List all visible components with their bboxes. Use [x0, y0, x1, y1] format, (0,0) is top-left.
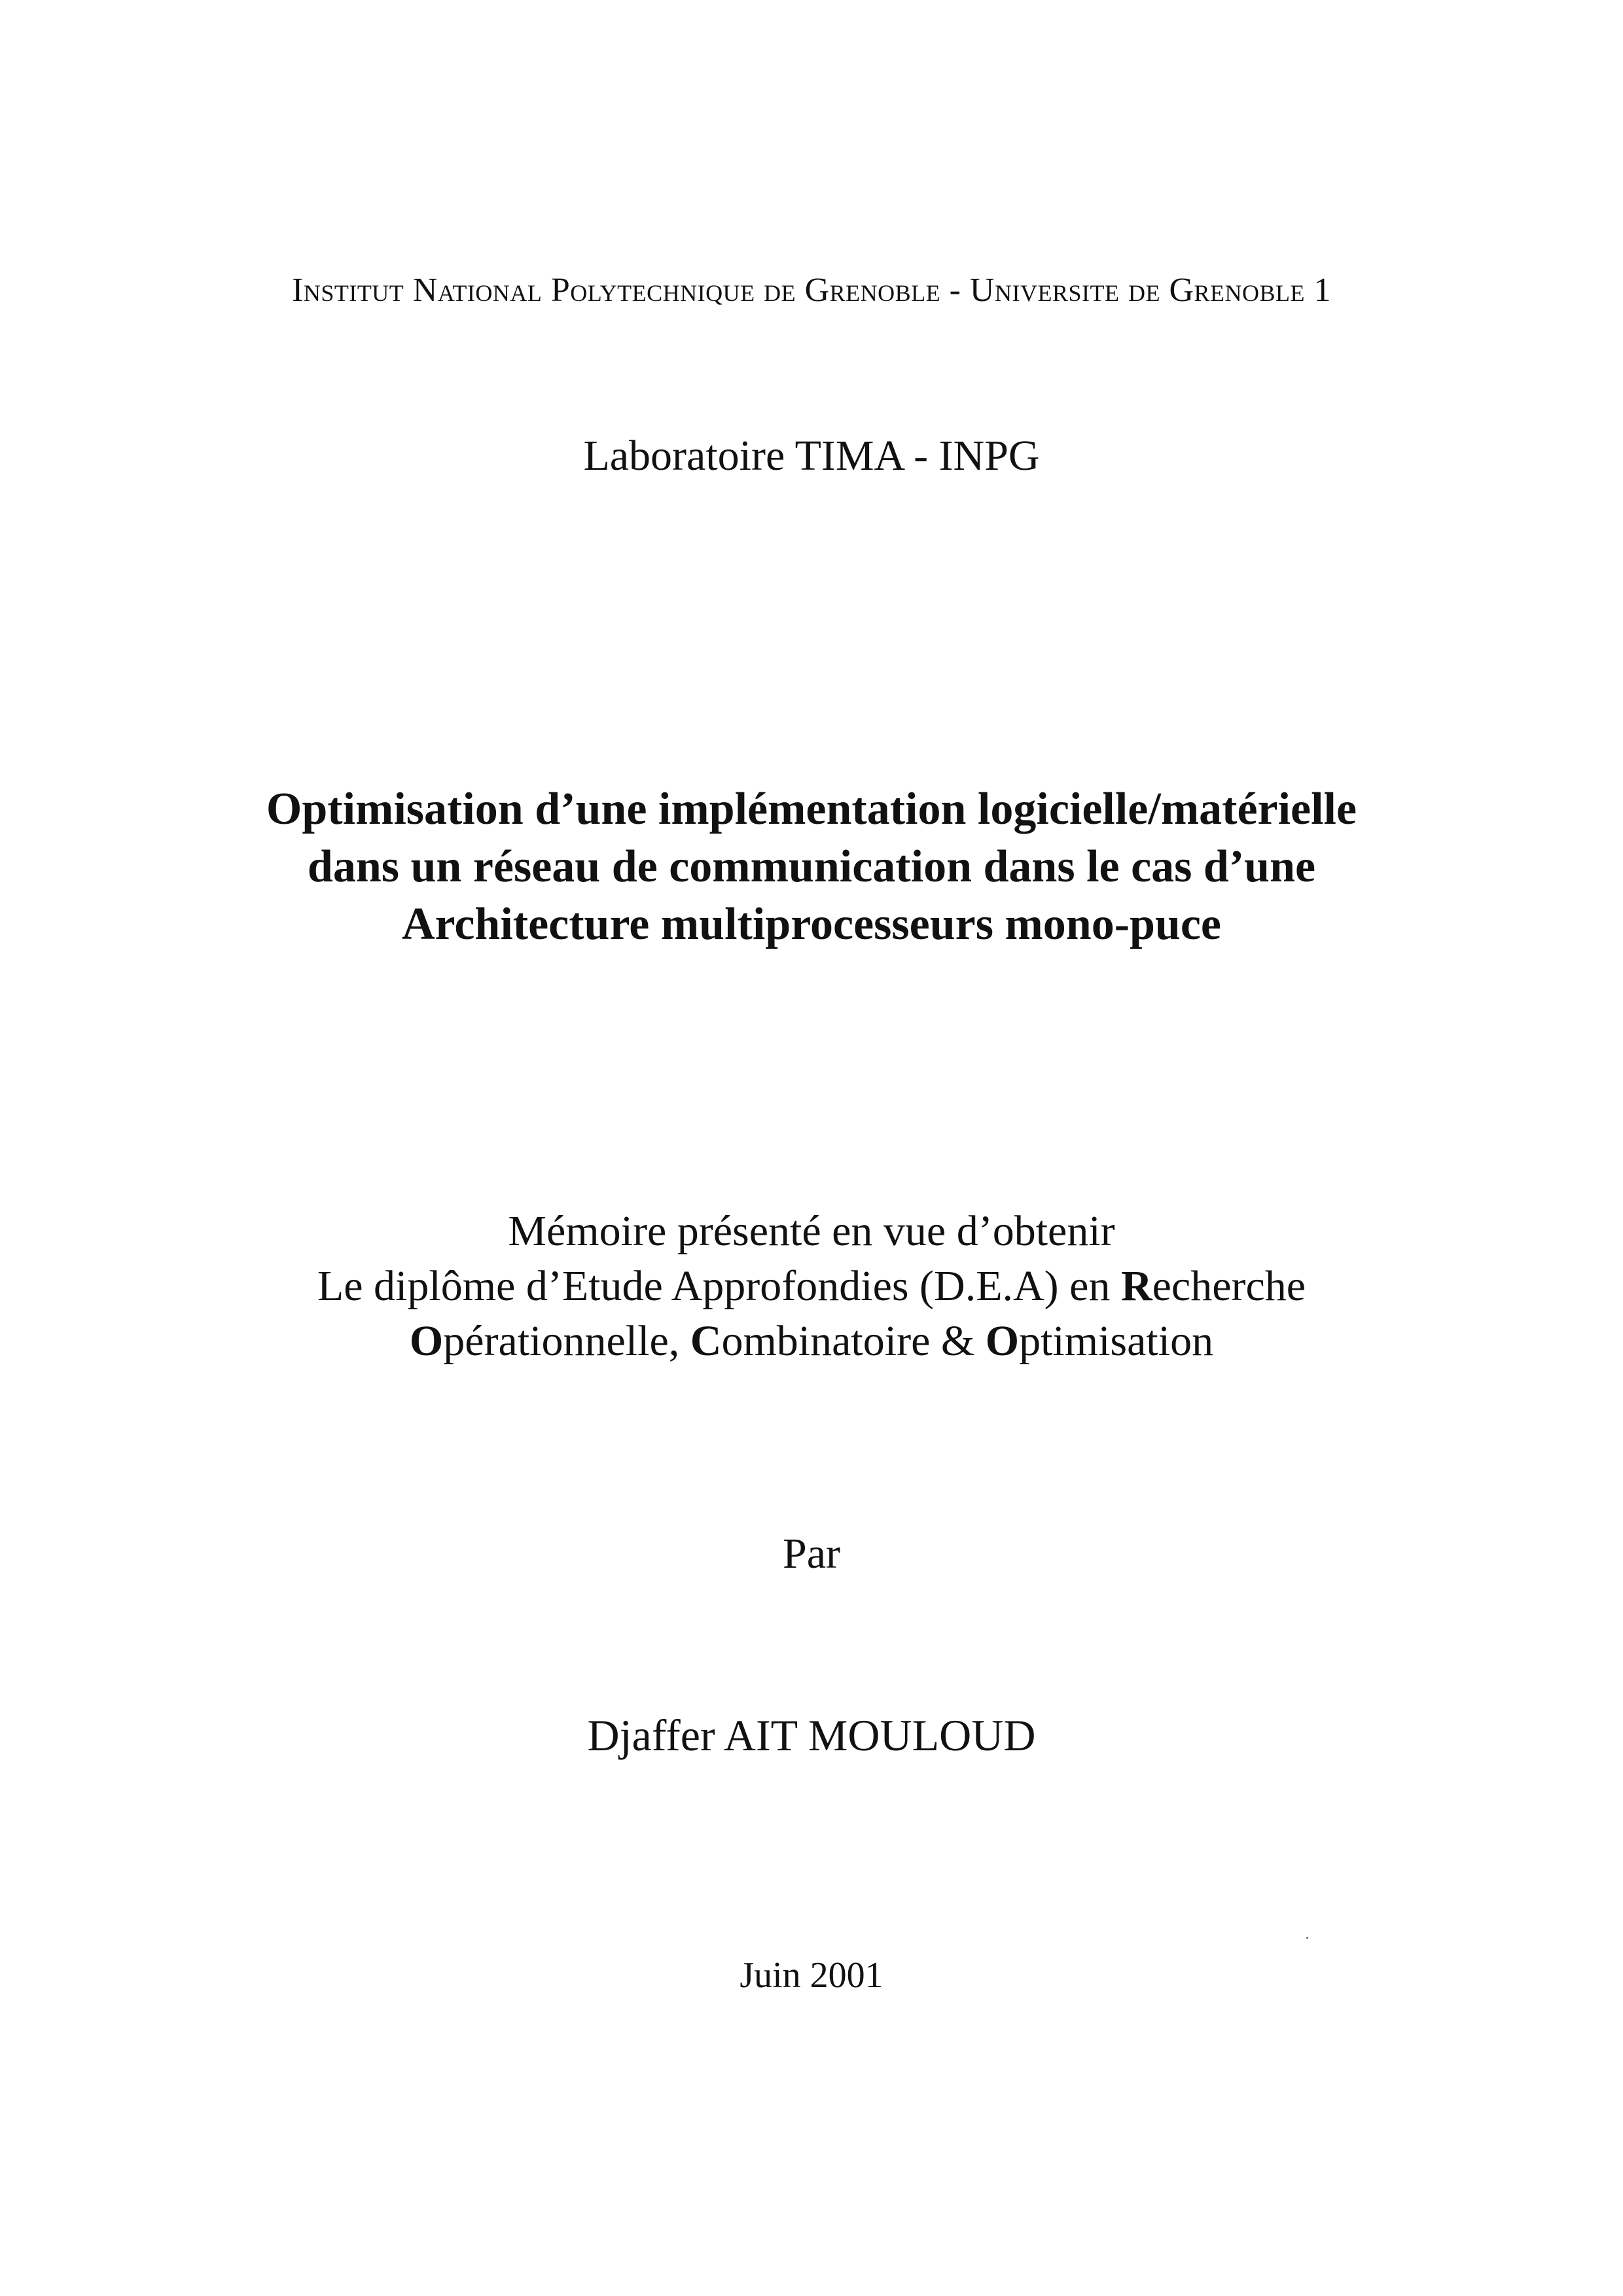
- memoire-initial-o-2: O: [985, 1317, 1020, 1365]
- memoire-line-2-text: Le diplôme d’Etude Approfondies (D.E.A) en: [317, 1262, 1121, 1310]
- author-name: Djaffer AIT MOULOUD: [587, 1710, 1036, 1760]
- memoire-line-3-part-1: pérationnelle,: [443, 1317, 690, 1365]
- submission-date: Juin 2001: [740, 1955, 883, 1996]
- memoire-line-3-part-2: ombinatoire &: [721, 1317, 986, 1365]
- scan-speck: [1306, 1937, 1308, 1939]
- institution-header: Institut National Polytechnique de Grenoble - Universite de Grenoble 1: [292, 272, 1331, 309]
- memoire-line-2: [0, 1259, 1623, 1314]
- memoire-initial-c: C: [690, 1317, 722, 1365]
- memoire-line-1: Mémoire présenté en vue d’obtenir: [508, 1207, 1115, 1255]
- by-label: Par: [783, 1530, 840, 1578]
- thesis-title: [0, 781, 1623, 953]
- memoire-initial-r: R: [1120, 1262, 1152, 1310]
- memoire-initial-o: O: [409, 1317, 444, 1365]
- thesis-title-line-2: dans un réseau de communication dans le cas d’une: [307, 841, 1316, 892]
- memoire-line-3-part-3: ptimisation: [1019, 1317, 1214, 1365]
- thesis-title-line-3: Architecture multiprocesseurs mono-puce: [401, 899, 1222, 949]
- laboratory-name: Laboratoire TIMA - INPG: [583, 432, 1040, 480]
- memoire-line-2-rest: echerche: [1152, 1262, 1306, 1310]
- memoire-line-3: [0, 1314, 1623, 1369]
- thesis-title-line-1: Optimisation d’une implémentation logicielle/matérielle: [266, 784, 1357, 834]
- memoire-statement: [0, 1204, 1623, 1369]
